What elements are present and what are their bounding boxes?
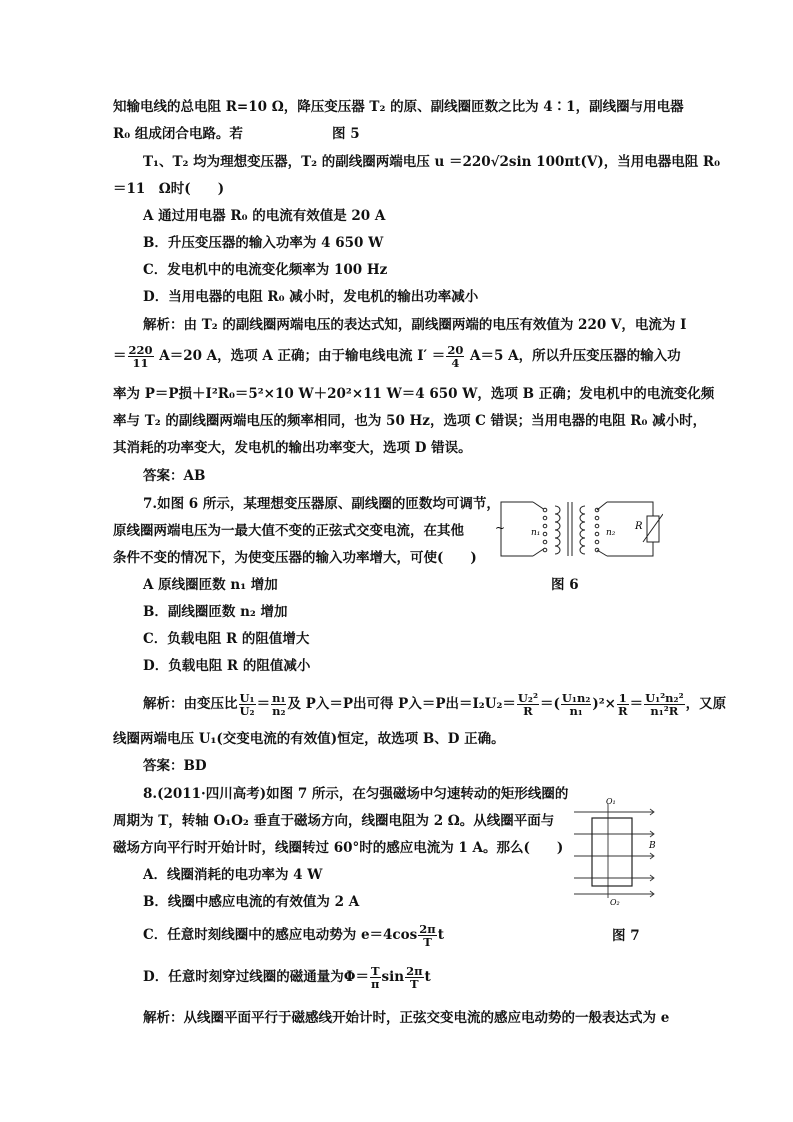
q8-option-d [143, 964, 431, 990]
numerator: 20 [447, 343, 464, 357]
q7-option-d: D．负载电阻 R 的阻值减小 [143, 658, 311, 674]
r-label: R [635, 521, 643, 532]
q8-solution-1: 解析：从线圈平面平行于磁感线开始计时，正弦交变电流的感应电动势的一般表达式为 e [143, 1010, 670, 1026]
figure-6-caption: 图 6 [551, 577, 579, 593]
o1-label: O₁ [606, 798, 616, 806]
q8-stem-1: 8.(2011·四川高考)如图 7 所示，在匀强磁场中匀速转动的矩形线圈的 [143, 786, 569, 802]
fraction-2pi-t [405, 965, 423, 990]
denominator: T [410, 977, 419, 991]
fraction-result [644, 692, 685, 717]
q7-stem-1: 7.如图 6 所示，某理想变压器原、副线圈的匝数均可调节， [143, 496, 500, 512]
q7-stem-2: 原线圈两端电压为一最大值不变的正弦式交变电流，在其他 [113, 523, 464, 539]
q7-answer: 答案：BD [143, 758, 207, 774]
text: sin [381, 969, 405, 985]
q6-solution-2 [113, 344, 681, 369]
denominator: U₂ [239, 704, 255, 718]
text: t [437, 927, 444, 943]
q6-option-b: B．升压变压器的输入功率为 4 650 W [143, 235, 384, 251]
intro-line-1: 知输电线的总电阻 R=10 Ω，降压变压器 T₂ 的原、副线圈匝数之比为 4∶1，副线圈与用电器 [113, 99, 684, 115]
q8-option-c [143, 922, 444, 948]
q7-option-b: B．副线圈匝数 n₂ 增加 [143, 604, 288, 620]
denominator: R [618, 704, 628, 718]
text: )²× [592, 696, 616, 712]
denominator: 4 [451, 356, 460, 370]
ac-source-symbol: ~ [495, 521, 506, 535]
fraction [128, 344, 154, 369]
q7-solution-2: 线圈两端电压 U₁(交变电流的有效值)恒定，故选项 B、D 正确。 [113, 731, 505, 747]
q6-option-d: D．当用电器的电阻 R₀ 减小时，发电机的输出功率减小 [143, 289, 479, 305]
text: C．任意时刻线圈中的感应电动势为 e＝4cos [143, 927, 418, 943]
fraction-2pi-t [418, 923, 436, 948]
q8-option-b: B．线圈中感应电流的有效值为 2 A [143, 894, 360, 910]
denominator: π [371, 977, 380, 991]
q6-solution-3: 率为 P＝P损＋I²R₀＝5²×10 W＋20²×11 W＝4 650 W，选项 B 正确；发电机中的电流变化频 [113, 386, 715, 402]
denominator: n₁²R [650, 704, 679, 718]
q7-stem-3: 条件不变的情况下，为使变压器的输入功率增大，可使( ) [113, 550, 477, 566]
n1-label: n₁ [531, 528, 541, 538]
fraction-u1-u2 [239, 692, 256, 717]
q6-solution-4: 率与 T₂ 的副线圈两端电压的频率相同，也为 50 Hz，选项 C 错误；当用电器的电阻 R₀ 减小时， [113, 413, 707, 429]
numerator: U₁n₂ [561, 691, 591, 705]
q8-option-a: A．线圈消耗的电功率为 4 W [143, 867, 323, 883]
figure-7-coil-diagram [570, 798, 662, 906]
q6-option-c: C．发电机中的电流变化频率为 100 Hz [143, 262, 388, 278]
fraction-u1n2-n1 [561, 692, 591, 717]
fraction-u2sq-r [517, 692, 539, 717]
q7-solution-1: 解析：由变压比 $\frac{\text{U₁}}{\text{U₂}}$ ＝ $\frac{\text{n₁}}{\text{n₂}}$ 及 P入＝P出可得 P入＝P出＝I₂U₂＝ $\frac{\text{U₂²}}{R}$ ＝( $\frac{\text{U₁n₂}}{\text{n₁}}$ )²× $\frac{1}{R}$ ＝ $\frac{\text{U₁²n₂²}}{\text{n₁²R}}$ ，又原 [143, 691, 727, 718]
text: ＝ [113, 348, 127, 364]
numerator: U₂² [517, 691, 539, 705]
text: t [424, 969, 431, 985]
text: D．任意时刻穿过线圈的磁通量为Φ＝ [143, 969, 369, 985]
fraction-1-r [617, 692, 629, 717]
text: A＝5 A，所以升压变压器的输入功 [465, 348, 681, 364]
q6-option-a: A 通过用电器 R₀ 的电流有效值是 20 A [143, 208, 386, 224]
numerator: T [370, 964, 380, 978]
denominator: n₁ [569, 704, 583, 718]
fraction [446, 344, 464, 369]
q6-answer: 答案：AB [143, 468, 206, 484]
numerator: U₁²n₂² [645, 691, 684, 705]
b-field-label: B [649, 841, 656, 851]
denominator: T [423, 935, 432, 949]
numerator: 220 [128, 343, 153, 357]
denominator: 11 [132, 356, 149, 370]
denominator: R [523, 704, 533, 718]
q8-stem-3: 磁场方向平行时开始计时，线圈转过 60°时的感应电流为 1 A。那么( ) [113, 840, 564, 856]
fraction-t-pi [370, 965, 381, 990]
figure-7-caption: 图 7 [612, 928, 640, 944]
q6-solution-5: 其消耗的功率变大，发电机的输出功率变大，选项 D 错误。 [113, 440, 472, 456]
numerator: U₁ [239, 691, 255, 705]
q6-stem-1: T₁、T₂ 均为理想变压器，T₂ 的副线圈两端电压 u ＝220√2sin 100πt(V)，当用电器电阻 R₀ [143, 154, 721, 170]
fraction-n1-n2 [271, 692, 286, 717]
text: A＝20 A，选项 A 正确；由于输电线电流 I′ ＝ [154, 348, 446, 364]
q8-stem-2: 周期为 T，转轴 O₁O₂ 垂直于磁场方向，线圈电阻为 2 Ω。从线圈平面与 [113, 813, 555, 829]
q7-option-a: A 原线圈匝数 n₁ 增加 [143, 577, 278, 593]
o2-label: O₂ [610, 898, 620, 906]
figure-5-caption: 图 5 [332, 126, 360, 142]
intro-line-2: R₀ 组成闭合电路。若 [113, 126, 243, 142]
numerator: 1 [618, 691, 627, 705]
q6-solution-1: 解析：由 T₂ 的副线圈两端电压的表达式知，副线圈两端的电压有效值为 220 V，电流为 I [143, 317, 687, 333]
q6-stem-2: ＝11 Ω时( ) [113, 181, 225, 197]
numerator: 2π [419, 922, 436, 936]
text: 解析：由变压比 [143, 696, 238, 712]
numerator: n₁ [272, 691, 286, 705]
denominator: n₂ [272, 704, 286, 718]
q7-option-c: C．负载电阻 R 的阻值增大 [143, 631, 310, 647]
n2-label: n₂ [606, 528, 616, 538]
text: 及 P入＝P出可得 P入＝P出＝I₂U₂＝ [287, 696, 516, 712]
numerator: 2π [406, 964, 423, 978]
text: ，又原 [685, 696, 727, 712]
figure-6-transformer-diagram [493, 494, 663, 564]
